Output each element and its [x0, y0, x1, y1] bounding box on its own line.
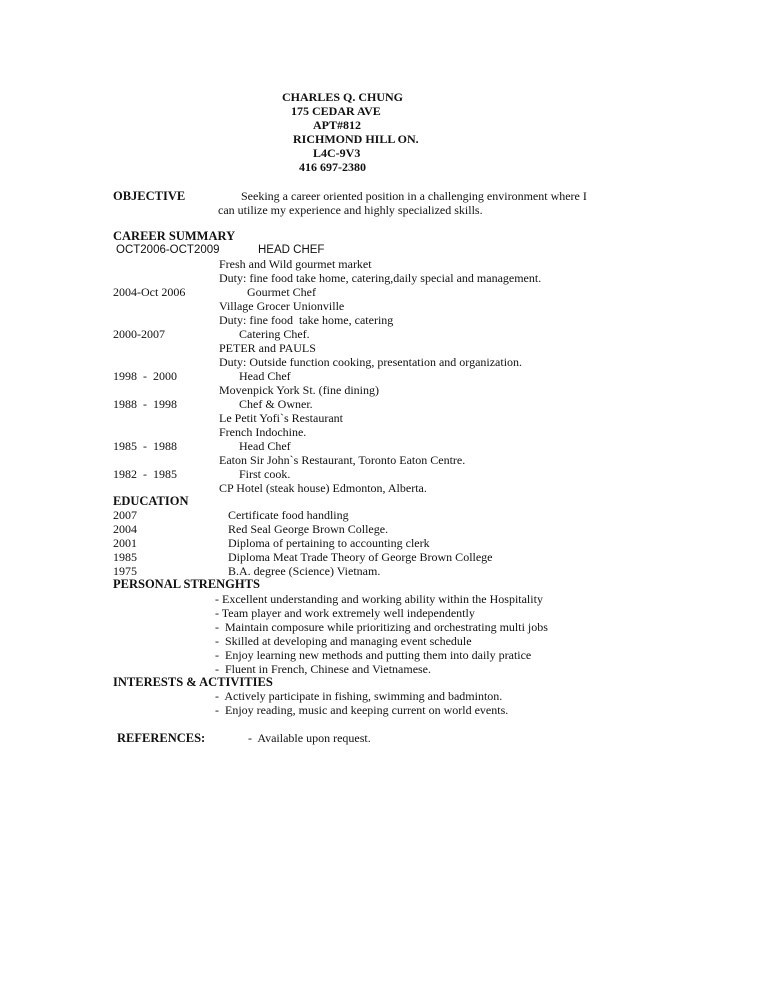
job-employer: Movenpick York St. (fine dining) [219, 383, 379, 397]
job-title: HEAD CHEF [258, 244, 325, 256]
strength-item: - Team player and work extremely well independently [215, 606, 475, 620]
job-dates: 1998 - 2000 [113, 369, 177, 383]
education-year: 2001 [113, 536, 137, 550]
strength-item: - Skilled at developing and managing event schedule [215, 634, 472, 648]
job-dates: 1988 - 1998 [113, 397, 177, 411]
education-entry: Diploma of pertaining to accounting clerk [228, 536, 430, 550]
job-title: Chef & Owner. [239, 397, 313, 411]
job-employer: CP Hotel (steak house) Edmonton, Alberta. [219, 481, 427, 495]
education-entry: Red Seal George Brown College. [228, 522, 389, 536]
education-year: 1975 [113, 564, 137, 578]
strength-item: - Maintain composure while prioritizing and orchestrating multi jobs [215, 620, 548, 634]
phone-number: 416 697-2380 [299, 160, 366, 174]
job-title: Catering Chef. [239, 327, 310, 341]
education-year: 2004 [113, 522, 137, 536]
job-title: Head Chef [239, 439, 291, 453]
education-year: 2007 [113, 508, 137, 522]
objective-line-1: Seeking a career oriented position in a challenging environment where I [241, 189, 587, 203]
job-dates: 1982 - 1985 [113, 467, 177, 481]
job-employer: Village Grocer Unionville [219, 299, 345, 313]
strength-item: - Enjoy learning new methods and putting them into daily pratice [215, 648, 532, 662]
job-employer: PETER and PAULS [219, 341, 316, 355]
education-entry: B.A. degree (Science) Vietnam. [228, 564, 381, 578]
address-city: RICHMOND HILL ON. [293, 132, 419, 146]
references-heading: REFERENCES: [117, 731, 206, 745]
job-detail: French Indochine. [219, 425, 307, 439]
job-dates: 2004-Oct 2006 [113, 285, 186, 299]
job-title: Head Chef [239, 369, 291, 383]
job-employer: Eaton Sir John`s Restaurant, Toronto Eaton Centre. [219, 453, 466, 467]
references-text: - Available upon request. [248, 731, 371, 745]
job-title: Gourmet Chef [247, 285, 316, 299]
job-employer: Fresh and Wild gourmet market [219, 257, 372, 271]
strength-item: - Fluent in French, Chinese and Vietnamese. [215, 662, 432, 676]
job-duty: Duty: fine food take home, catering [219, 313, 394, 327]
education-entry: Diploma Meat Trade Theory of George Brown College [228, 550, 493, 564]
candidate-name: CHARLES Q. CHUNG [282, 90, 404, 104]
interest-item: - Actively participate in fishing, swimming and badminton. [215, 689, 503, 703]
address-postal: L4C-9V3 [313, 146, 361, 160]
career-summary-heading: CAREER SUMMARY [113, 229, 236, 243]
interest-item: - Enjoy reading, music and keeping current on world events. [215, 703, 509, 717]
job-dates: 2000-2007 [113, 327, 165, 341]
education-heading: EDUCATION [113, 494, 189, 508]
strengths-heading: PERSONAL STRENGHTS [113, 577, 260, 591]
strength-item: - Excellent understanding and working ability within the Hospitality [215, 592, 543, 606]
education-year: 1985 [113, 550, 137, 564]
education-entry: Certificate food handling [228, 508, 349, 522]
objective-line-2: can utilize my experience and highly specialized skills. [218, 203, 483, 217]
job-duty: Duty: fine food take home, catering,daily special and management. [219, 271, 542, 285]
job-employer: Le Petit Yofi`s Restaurant [219, 411, 343, 425]
job-dates: 1985 - 1988 [113, 439, 177, 453]
job-duty: Duty: Outside function cooking, presentation and organization. [219, 355, 523, 369]
address-apt: APT#812 [313, 118, 361, 132]
job-dates: OCT2006-OCT2009 [116, 244, 220, 256]
address-street: 175 CEDAR AVE [291, 104, 381, 118]
job-title: First cook. [239, 467, 291, 481]
objective-heading: OBJECTIVE [113, 189, 186, 203]
interests-heading: INTERESTS & ACTIVITIES [113, 675, 273, 689]
